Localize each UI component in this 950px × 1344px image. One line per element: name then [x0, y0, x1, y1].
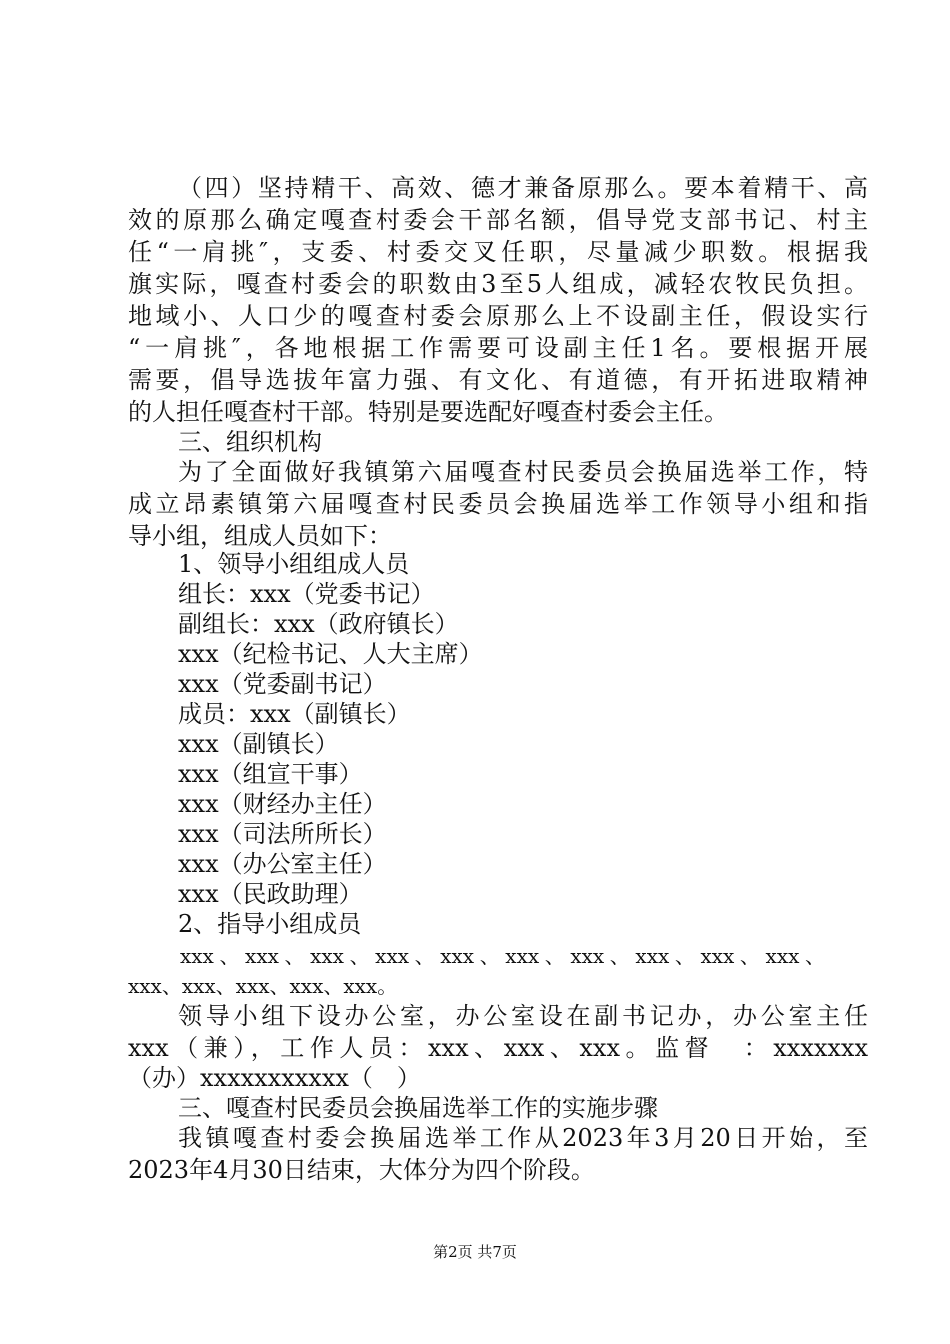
paragraph-line: 旗实际，嘎查村委会的职数由3至5人组成，减轻农牧民负担。	[128, 270, 868, 298]
list-item: xxx（办公室主任）	[178, 850, 387, 878]
paragraph-line: “一肩挑″，各地根据工作需要可设副主任1名。要根据开展	[128, 334, 868, 362]
paragraph-line: xxx、xxx、xxx、xxx、xxx、xxx、xxx、xxx、xxx、xxx、	[180, 944, 825, 968]
section-heading: 三、嘎查村民委员会换届选举工作的实施步骤	[178, 1094, 658, 1122]
paragraph-line: （四）坚持精干、高效、德才兼备原那么。要本着精干、高	[178, 174, 868, 202]
paragraph-line: 为了全面做好我镇第六届嘎查村民委员会换届选举工作，特	[178, 458, 868, 486]
list-item: xxx（组宣干事）	[178, 760, 363, 788]
list-item: xxx（司法所所长）	[178, 820, 387, 848]
paragraph-line: 导小组，组成人员如下：	[128, 522, 392, 550]
list-item: xxx（副镇长）	[178, 730, 339, 758]
list-item: 副组长：xxx（政府镇长）	[178, 610, 459, 638]
paragraph-line: 地域小、人口少的嘎查村委会原那么上不设副主任，假设实行	[128, 302, 868, 330]
section-heading: 三、组织机构	[178, 428, 322, 456]
list-item: xxx（财经办主任）	[178, 790, 387, 818]
list-item: xxx（党委副书记）	[178, 670, 387, 698]
subsection-heading: 1、领导小组组成人员	[178, 550, 410, 578]
paragraph-line: xxx、xxx、xxx、xxx、xxx。	[128, 974, 398, 998]
paragraph-line: 我镇嘎查村委会换届选举工作从2023年3月20日开始，至	[178, 1124, 868, 1152]
paragraph-line: 成立昂素镇第六届嘎查村民委员会换届选举工作领导小组和指	[128, 490, 868, 518]
paragraph-line: 任“一肩挑″，支委、村委交叉任职，尽量减少职数。根据我	[128, 238, 868, 266]
paragraph-line: 领导小组下设办公室，办公室设在副书记办，办公室主任	[178, 1002, 868, 1030]
paragraph-line: 效的原那么确定嘎查村委会干部名额，倡导党支部书记、村主	[128, 206, 868, 234]
subsection-heading: 2、指导小组成员	[178, 910, 362, 938]
paragraph-line: 2023年4月30日结束，大体分为四个阶段。	[128, 1156, 595, 1184]
list-item: 成员：xxx（副镇长）	[178, 700, 411, 728]
paragraph-line: 需要，倡导选拔年富力强、有文化、有道德，有开拓进取精神	[128, 366, 868, 394]
paragraph-line: xxx（兼），工作人员：xxx、xxx、xxx。监督 ：xxxxxxx	[128, 1034, 868, 1062]
list-item: 组长：xxx（党委书记）	[178, 580, 435, 608]
list-item: xxx（纪检书记、人大主席）	[178, 640, 483, 668]
page-footer: 第2页 共7页	[433, 1243, 517, 1261]
paragraph-line: （办）xxxxxxxxxxx（ ）	[128, 1064, 421, 1092]
paragraph-line: 的人担任嘎查村干部。特别是要选配好嘎查村委会主任。	[128, 398, 728, 426]
list-item: xxx（民政助理）	[178, 880, 363, 908]
